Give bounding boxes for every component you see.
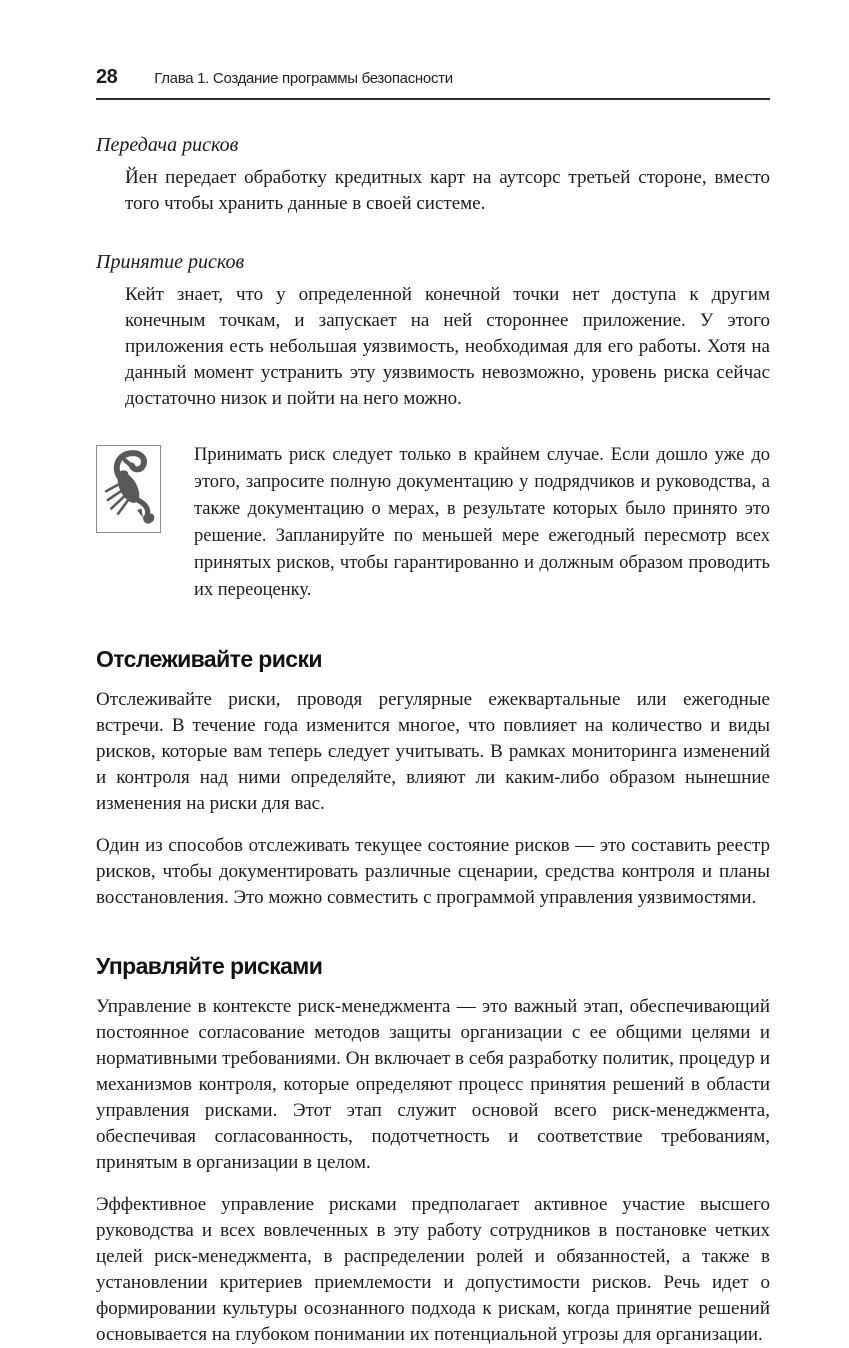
section-heading-manage-risks: Управляйте рисками: [96, 953, 323, 979]
subsection-heading-risk-acceptance: Принятие рисков: [96, 251, 245, 273]
subsection-paragraph: Йен передает обработку кредитных карт на аутсорс третьей стороне, вместо того чтобы хранить данные в своей системе.: [125, 167, 770, 214]
scorpion-icon-frame: [96, 445, 161, 533]
section-heading-track-risks: Отслеживайте риски: [96, 646, 322, 672]
section-paragraph: Управление в контексте риск-менеджмента — это важный этап, обеспечивающий постоянное согласование методов защиты организации с ее общими целями и нормативными требованиями. Он включает в себя разработку политик, процедур и механизмов контроля, которые определяют процесс принятия решений в области управления рисками. Этот этап служит основой всего риск-менеджмента, обеспечивая согласованность, подотчетность и соответствие требованиям, принятым в организации в целом.: [96, 996, 770, 1173]
section-paragraph: Отслеживайте риски, проводя регулярные ежеквартальные или ежегодные встречи. В течение года изменится многое, что повлияет на количество и виды рисков, которые вам теперь следует учитывать. В рамках мониторинга изменений и контроля над ними определяйте, влияют ли каким-либо образом нынешние изменения на риски для вас.: [96, 689, 770, 814]
subsection-paragraph: Кейт знает, что у определенной конечной точки нет доступа к другим конечным точкам, и запускает на ней стороннее приложение. У этого приложения есть небольшая уязвимость, необходимая для его работы. Хотя на данный момент устранить эту уязвимость невозможно, уровень риска сейчас достаточно низок и пойти на него можно.: [125, 284, 770, 409]
warning-note-text: Принимать риск следует только в крайнем случае. Если дошло уже до этого, запросите полную документацию у подрядчиков и руководства, а также документацию о мерах, в результате которых было принято это решение. Запланируйте по меньшей мере ежегодный пересмотр всех принятых рисков, чтобы гарантированно и должным образом проводить их переоценку.: [194, 445, 770, 600]
section-paragraph: Один из способов отслеживать текущее состояние рисков — это составить реестр рисков, чтобы документировать различные сценарии, средства контроля и планы восстановления. Это можно совместить с программой управления уязвимостями.: [96, 835, 770, 908]
page-number: 28: [96, 66, 118, 88]
section-paragraph: Эффективное управление рисками предполагает активное участие высшего руководства и всех вовлеченных в эту работу сотрудников в постановке четких целей риск-менеджмента, в распределении ролей и обязанностей, а также в установлении критериев приемлемости и допустимости рисков. Речь идет о формировании культуры осознанного подхода к рискам, когда принятие решений основывается на глубоком понимании их потенциальной угрозы для организации.: [96, 1194, 770, 1345]
subsection-heading-risk-transfer: Передача рисков: [96, 134, 239, 156]
warning-note: [96, 442, 770, 604]
running-head: [96, 66, 770, 100]
scorpion-icon: [101, 448, 156, 531]
chapter-title: Глава 1. Создание программы безопасности: [154, 70, 453, 87]
